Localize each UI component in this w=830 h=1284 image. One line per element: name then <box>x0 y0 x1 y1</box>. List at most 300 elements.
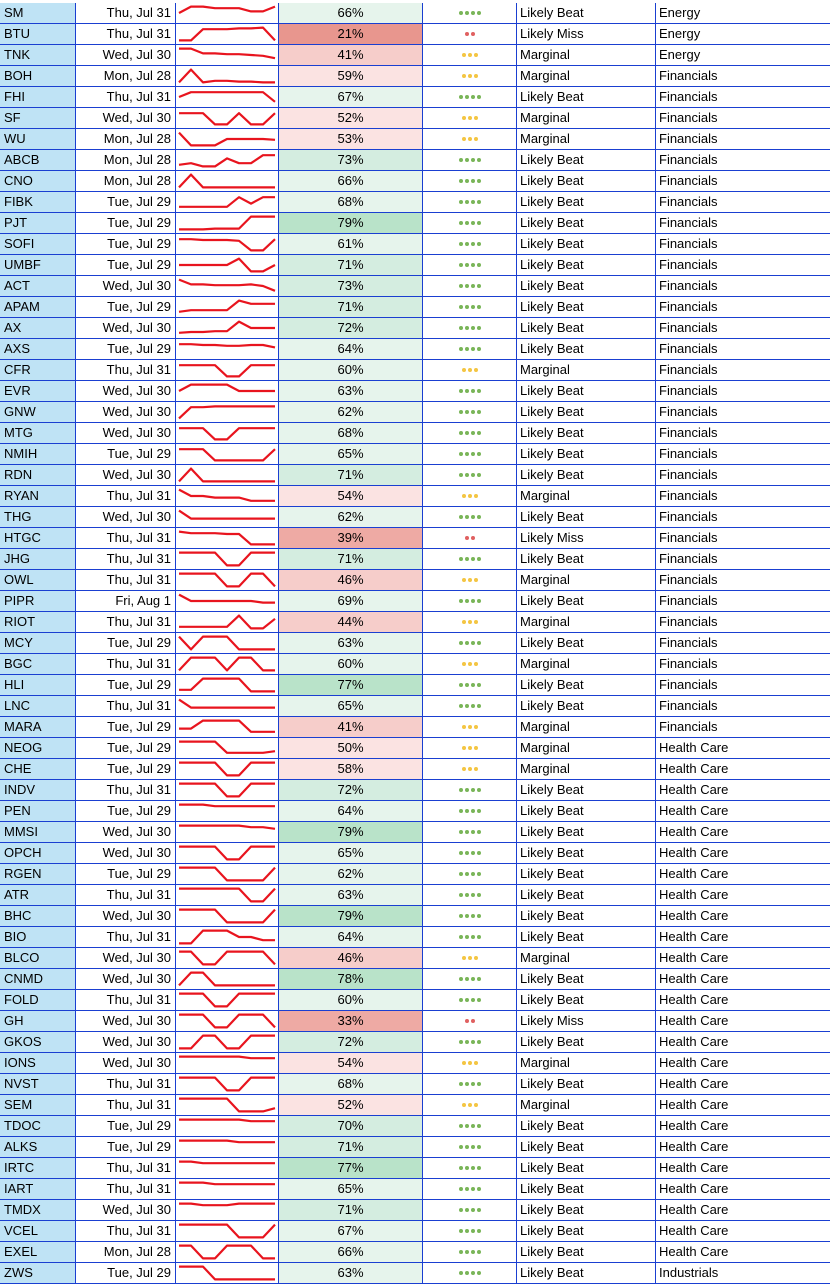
sector-cell[interactable]: Financials <box>656 129 830 150</box>
table-row[interactable] <box>0 87 830 108</box>
sector-cell[interactable]: Financials <box>656 528 830 549</box>
date-cell[interactable]: Tue, Jul 29 <box>76 192 176 213</box>
probability-cell[interactable]: 73% <box>279 150 423 171</box>
sparkline-cell[interactable] <box>176 486 279 507</box>
ticker-cell[interactable]: ALKS <box>0 1137 76 1158</box>
prediction-cell[interactable]: Marginal <box>517 45 656 66</box>
sparkline-cell[interactable] <box>176 864 279 885</box>
ticker-cell[interactable]: EVR <box>0 381 76 402</box>
probability-cell[interactable]: 54% <box>279 486 423 507</box>
sector-cell[interactable]: Health Care <box>656 843 830 864</box>
confidence-dots[interactable] <box>423 780 517 801</box>
sparkline-cell[interactable] <box>176 549 279 570</box>
confidence-dots[interactable] <box>423 948 517 969</box>
probability-cell[interactable]: 71% <box>279 549 423 570</box>
table-row[interactable] <box>0 759 830 780</box>
sector-cell[interactable]: Financials <box>656 234 830 255</box>
prediction-cell[interactable]: Marginal <box>517 1053 656 1074</box>
date-cell[interactable]: Thu, Jul 31 <box>76 1221 176 1242</box>
table-row[interactable] <box>0 171 830 192</box>
sparkline-cell[interactable] <box>176 1032 279 1053</box>
sector-cell[interactable]: Health Care <box>656 1179 830 1200</box>
sector-cell[interactable]: Financials <box>656 717 830 738</box>
confidence-dots[interactable] <box>423 1137 517 1158</box>
confidence-dots[interactable] <box>423 465 517 486</box>
date-cell[interactable]: Thu, Jul 31 <box>76 486 176 507</box>
table-row[interactable] <box>0 549 830 570</box>
ticker-cell[interactable]: SEM <box>0 1095 76 1116</box>
probability-cell[interactable]: 65% <box>279 843 423 864</box>
probability-cell[interactable]: 77% <box>279 675 423 696</box>
sparkline-cell[interactable] <box>176 843 279 864</box>
date-cell[interactable]: Mon, Jul 28 <box>76 171 176 192</box>
probability-cell[interactable]: 66% <box>279 3 423 24</box>
prediction-cell[interactable]: Likely Beat <box>517 1242 656 1263</box>
table-row[interactable] <box>0 1032 830 1053</box>
probability-cell[interactable]: 60% <box>279 990 423 1011</box>
prediction-cell[interactable]: Marginal <box>517 759 656 780</box>
confidence-dots[interactable] <box>423 444 517 465</box>
sector-cell[interactable]: Health Care <box>656 885 830 906</box>
prediction-cell[interactable]: Likely Beat <box>517 801 656 822</box>
prediction-cell[interactable]: Likely Beat <box>517 1221 656 1242</box>
table-row[interactable] <box>0 339 830 360</box>
table-row[interactable] <box>0 822 830 843</box>
confidence-dots[interactable] <box>423 822 517 843</box>
confidence-dots[interactable] <box>423 66 517 87</box>
date-cell[interactable]: Mon, Jul 28 <box>76 66 176 87</box>
ticker-cell[interactable]: APAM <box>0 297 76 318</box>
sector-cell[interactable]: Health Care <box>656 1116 830 1137</box>
probability-cell[interactable]: 58% <box>279 759 423 780</box>
sparkline-cell[interactable] <box>176 1137 279 1158</box>
table-row[interactable] <box>0 1053 830 1074</box>
sector-cell[interactable]: Financials <box>656 591 830 612</box>
probability-cell[interactable]: 65% <box>279 444 423 465</box>
sparkline-cell[interactable] <box>176 1011 279 1032</box>
confidence-dots[interactable] <box>423 570 517 591</box>
probability-cell[interactable]: 68% <box>279 192 423 213</box>
table-row[interactable] <box>0 234 830 255</box>
prediction-cell[interactable]: Marginal <box>517 948 656 969</box>
table-row[interactable] <box>0 1011 830 1032</box>
sector-cell[interactable]: Health Care <box>656 822 830 843</box>
prediction-cell[interactable]: Likely Beat <box>517 171 656 192</box>
ticker-cell[interactable]: MMSI <box>0 822 76 843</box>
date-cell[interactable]: Tue, Jul 29 <box>76 759 176 780</box>
table-row[interactable] <box>0 1095 830 1116</box>
sector-cell[interactable]: Financials <box>656 192 830 213</box>
confidence-dots[interactable] <box>423 255 517 276</box>
ticker-cell[interactable]: WU <box>0 129 76 150</box>
table-row[interactable] <box>0 1200 830 1221</box>
date-cell[interactable]: Thu, Jul 31 <box>76 87 176 108</box>
date-cell[interactable]: Wed, Jul 30 <box>76 969 176 990</box>
sparkline-cell[interactable] <box>176 1116 279 1137</box>
date-cell[interactable]: Wed, Jul 30 <box>76 276 176 297</box>
ticker-cell[interactable]: OPCH <box>0 843 76 864</box>
prediction-cell[interactable]: Marginal <box>517 129 656 150</box>
prediction-cell[interactable]: Likely Beat <box>517 1200 656 1221</box>
prediction-cell[interactable]: Marginal <box>517 738 656 759</box>
date-cell[interactable]: Tue, Jul 29 <box>76 444 176 465</box>
sector-cell[interactable]: Health Care <box>656 1242 830 1263</box>
table-row[interactable] <box>0 591 830 612</box>
confidence-dots[interactable] <box>423 591 517 612</box>
table-row[interactable] <box>0 255 830 276</box>
confidence-dots[interactable] <box>423 528 517 549</box>
probability-cell[interactable]: 77% <box>279 1158 423 1179</box>
probability-cell[interactable]: 54% <box>279 1053 423 1074</box>
ticker-cell[interactable]: TDOC <box>0 1116 76 1137</box>
confidence-dots[interactable] <box>423 675 517 696</box>
table-row[interactable] <box>0 1137 830 1158</box>
sparkline-cell[interactable] <box>176 906 279 927</box>
probability-cell[interactable]: 78% <box>279 969 423 990</box>
sparkline-cell[interactable] <box>176 1221 279 1242</box>
probability-cell[interactable]: 60% <box>279 360 423 381</box>
probability-cell[interactable]: 63% <box>279 381 423 402</box>
probability-cell[interactable]: 62% <box>279 507 423 528</box>
probability-cell[interactable]: 73% <box>279 276 423 297</box>
sector-cell[interactable]: Health Care <box>656 738 830 759</box>
table-row[interactable] <box>0 3 830 24</box>
table-row[interactable] <box>0 45 830 66</box>
date-cell[interactable]: Wed, Jul 30 <box>76 465 176 486</box>
date-cell[interactable]: Wed, Jul 30 <box>76 402 176 423</box>
prediction-cell[interactable]: Likely Beat <box>517 1116 656 1137</box>
confidence-dots[interactable] <box>423 402 517 423</box>
sector-cell[interactable]: Health Care <box>656 1032 830 1053</box>
probability-cell[interactable]: 64% <box>279 927 423 948</box>
sparkline-cell[interactable] <box>176 885 279 906</box>
sparkline-cell[interactable] <box>176 654 279 675</box>
probability-cell[interactable]: 59% <box>279 66 423 87</box>
sparkline-cell[interactable] <box>176 1179 279 1200</box>
confidence-dots[interactable] <box>423 150 517 171</box>
probability-cell[interactable]: 66% <box>279 1242 423 1263</box>
prediction-cell[interactable]: Marginal <box>517 654 656 675</box>
sector-cell[interactable]: Health Care <box>656 969 830 990</box>
table-row[interactable] <box>0 507 830 528</box>
date-cell[interactable]: Thu, Jul 31 <box>76 549 176 570</box>
table-row[interactable] <box>0 192 830 213</box>
sector-cell[interactable]: Financials <box>656 633 830 654</box>
sector-cell[interactable]: Health Care <box>656 780 830 801</box>
prediction-cell[interactable]: Likely Beat <box>517 990 656 1011</box>
sector-cell[interactable]: Financials <box>656 423 830 444</box>
probability-cell[interactable]: 68% <box>279 1074 423 1095</box>
probability-cell[interactable]: 52% <box>279 108 423 129</box>
sparkline-cell[interactable] <box>176 780 279 801</box>
date-cell[interactable]: Wed, Jul 30 <box>76 1200 176 1221</box>
prediction-cell[interactable]: Likely Miss <box>517 1011 656 1032</box>
sector-cell[interactable]: Health Care <box>656 864 830 885</box>
sparkline-cell[interactable] <box>176 948 279 969</box>
ticker-cell[interactable]: LNC <box>0 696 76 717</box>
sparkline-cell[interactable] <box>176 192 279 213</box>
confidence-dots[interactable] <box>423 381 517 402</box>
ticker-cell[interactable]: ZWS <box>0 1263 76 1284</box>
ticker-cell[interactable]: SF <box>0 108 76 129</box>
sparkline-cell[interactable] <box>176 969 279 990</box>
prediction-cell[interactable]: Likely Beat <box>517 507 656 528</box>
ticker-cell[interactable]: MARA <box>0 717 76 738</box>
sector-cell[interactable]: Health Care <box>656 1200 830 1221</box>
sparkline-cell[interactable] <box>176 45 279 66</box>
ticker-cell[interactable]: PIPR <box>0 591 76 612</box>
sector-cell[interactable]: Health Care <box>656 801 830 822</box>
date-cell[interactable]: Tue, Jul 29 <box>76 255 176 276</box>
sparkline-cell[interactable] <box>176 1200 279 1221</box>
sector-cell[interactable]: Energy <box>656 24 830 45</box>
ticker-cell[interactable]: SOFI <box>0 234 76 255</box>
prediction-cell[interactable]: Likely Beat <box>517 213 656 234</box>
sparkline-cell[interactable] <box>176 465 279 486</box>
ticker-cell[interactable]: BIO <box>0 927 76 948</box>
ticker-cell[interactable]: FIBK <box>0 192 76 213</box>
ticker-cell[interactable]: OWL <box>0 570 76 591</box>
confidence-dots[interactable] <box>423 87 517 108</box>
prediction-cell[interactable]: Marginal <box>517 486 656 507</box>
date-cell[interactable]: Wed, Jul 30 <box>76 1053 176 1074</box>
table-row[interactable] <box>0 318 830 339</box>
table-row[interactable] <box>0 612 830 633</box>
prediction-cell[interactable]: Likely Beat <box>517 843 656 864</box>
ticker-cell[interactable]: IART <box>0 1179 76 1200</box>
table-row[interactable] <box>0 864 830 885</box>
confidence-dots[interactable] <box>423 339 517 360</box>
ticker-cell[interactable]: FHI <box>0 87 76 108</box>
ticker-cell[interactable]: ABCB <box>0 150 76 171</box>
table-row[interactable] <box>0 276 830 297</box>
confidence-dots[interactable] <box>423 171 517 192</box>
date-cell[interactable]: Tue, Jul 29 <box>76 633 176 654</box>
ticker-cell[interactable]: FOLD <box>0 990 76 1011</box>
date-cell[interactable]: Tue, Jul 29 <box>76 213 176 234</box>
table-row[interactable] <box>0 402 830 423</box>
sector-cell[interactable]: Financials <box>656 66 830 87</box>
date-cell[interactable]: Thu, Jul 31 <box>76 654 176 675</box>
ticker-cell[interactable]: BGC <box>0 654 76 675</box>
ticker-cell[interactable]: MTG <box>0 423 76 444</box>
sparkline-cell[interactable] <box>176 738 279 759</box>
table-row[interactable] <box>0 654 830 675</box>
confidence-dots[interactable] <box>423 1221 517 1242</box>
date-cell[interactable]: Thu, Jul 31 <box>76 1158 176 1179</box>
date-cell[interactable]: Wed, Jul 30 <box>76 381 176 402</box>
sparkline-cell[interactable] <box>176 276 279 297</box>
date-cell[interactable]: Mon, Jul 28 <box>76 150 176 171</box>
confidence-dots[interactable] <box>423 318 517 339</box>
date-cell[interactable]: Tue, Jul 29 <box>76 297 176 318</box>
sparkline-cell[interactable] <box>176 1263 279 1284</box>
probability-cell[interactable]: 71% <box>279 1200 423 1221</box>
confidence-dots[interactable] <box>423 423 517 444</box>
sparkline-cell[interactable] <box>176 1074 279 1095</box>
sector-cell[interactable]: Health Care <box>656 1158 830 1179</box>
probability-cell[interactable]: 62% <box>279 864 423 885</box>
ticker-cell[interactable]: AXS <box>0 339 76 360</box>
prediction-cell[interactable]: Likely Beat <box>517 675 656 696</box>
sector-cell[interactable]: Energy <box>656 45 830 66</box>
confidence-dots[interactable] <box>423 717 517 738</box>
prediction-cell[interactable]: Likely Beat <box>517 150 656 171</box>
confidence-dots[interactable] <box>423 507 517 528</box>
confidence-dots[interactable] <box>423 45 517 66</box>
confidence-dots[interactable] <box>423 801 517 822</box>
table-row[interactable] <box>0 906 830 927</box>
confidence-dots[interactable] <box>423 612 517 633</box>
probability-cell[interactable]: 64% <box>279 801 423 822</box>
sector-cell[interactable]: Financials <box>656 171 830 192</box>
sparkline-cell[interactable] <box>176 360 279 381</box>
sparkline-cell[interactable] <box>176 675 279 696</box>
confidence-dots[interactable] <box>423 1158 517 1179</box>
probability-cell[interactable]: 21% <box>279 24 423 45</box>
probability-cell[interactable]: 67% <box>279 1221 423 1242</box>
confidence-dots[interactable] <box>423 864 517 885</box>
prediction-cell[interactable]: Marginal <box>517 360 656 381</box>
sector-cell[interactable]: Health Care <box>656 906 830 927</box>
prediction-cell[interactable]: Likely Beat <box>517 297 656 318</box>
prediction-cell[interactable]: Marginal <box>517 1095 656 1116</box>
ticker-cell[interactable]: BHC <box>0 906 76 927</box>
sector-cell[interactable]: Financials <box>656 381 830 402</box>
prediction-cell[interactable]: Likely Beat <box>517 780 656 801</box>
date-cell[interactable]: Fri, Aug 1 <box>76 591 176 612</box>
prediction-cell[interactable]: Likely Beat <box>517 885 656 906</box>
prediction-cell[interactable]: Likely Beat <box>517 444 656 465</box>
date-cell[interactable]: Wed, Jul 30 <box>76 1032 176 1053</box>
probability-cell[interactable]: 63% <box>279 885 423 906</box>
sparkline-cell[interactable] <box>176 171 279 192</box>
sector-cell[interactable]: Financials <box>656 696 830 717</box>
sparkline-cell[interactable] <box>176 570 279 591</box>
probability-cell[interactable]: 53% <box>279 129 423 150</box>
date-cell[interactable]: Tue, Jul 29 <box>76 1137 176 1158</box>
confidence-dots[interactable] <box>423 885 517 906</box>
date-cell[interactable]: Tue, Jul 29 <box>76 234 176 255</box>
sparkline-cell[interactable] <box>176 213 279 234</box>
sector-cell[interactable]: Health Care <box>656 1221 830 1242</box>
probability-cell[interactable]: 63% <box>279 1263 423 1284</box>
confidence-dots[interactable] <box>423 1074 517 1095</box>
table-row[interactable] <box>0 528 830 549</box>
prediction-cell[interactable]: Marginal <box>517 66 656 87</box>
confidence-dots[interactable] <box>423 1032 517 1053</box>
sparkline-cell[interactable] <box>176 255 279 276</box>
prediction-cell[interactable]: Likely Beat <box>517 423 656 444</box>
table-row[interactable] <box>0 717 830 738</box>
date-cell[interactable]: Tue, Jul 29 <box>76 864 176 885</box>
ticker-cell[interactable]: BOH <box>0 66 76 87</box>
sparkline-cell[interactable] <box>176 24 279 45</box>
sparkline-cell[interactable] <box>176 444 279 465</box>
probability-cell[interactable]: 44% <box>279 612 423 633</box>
prediction-cell[interactable]: Likely Beat <box>517 1137 656 1158</box>
sector-cell[interactable]: Energy <box>656 3 830 24</box>
sparkline-cell[interactable] <box>176 927 279 948</box>
prediction-cell[interactable]: Marginal <box>517 612 656 633</box>
sparkline-cell[interactable] <box>176 129 279 150</box>
date-cell[interactable]: Tue, Jul 29 <box>76 675 176 696</box>
sparkline-cell[interactable] <box>176 108 279 129</box>
ticker-cell[interactable]: CNO <box>0 171 76 192</box>
confidence-dots[interactable] <box>423 990 517 1011</box>
probability-cell[interactable]: 71% <box>279 465 423 486</box>
ticker-cell[interactable]: PEN <box>0 801 76 822</box>
prediction-cell[interactable]: Likely Beat <box>517 1158 656 1179</box>
date-cell[interactable]: Tue, Jul 29 <box>76 339 176 360</box>
ticker-cell[interactable]: IRTC <box>0 1158 76 1179</box>
table-row[interactable] <box>0 360 830 381</box>
probability-cell[interactable]: 63% <box>279 633 423 654</box>
confidence-dots[interactable] <box>423 213 517 234</box>
table-row[interactable] <box>0 1242 830 1263</box>
prediction-cell[interactable]: Marginal <box>517 108 656 129</box>
probability-cell[interactable]: 71% <box>279 297 423 318</box>
confidence-dots[interactable] <box>423 3 517 24</box>
sparkline-cell[interactable] <box>176 318 279 339</box>
probability-cell[interactable]: 72% <box>279 780 423 801</box>
date-cell[interactable]: Wed, Jul 30 <box>76 948 176 969</box>
sector-cell[interactable]: Financials <box>656 612 830 633</box>
ticker-cell[interactable]: NEOG <box>0 738 76 759</box>
date-cell[interactable]: Thu, Jul 31 <box>76 360 176 381</box>
date-cell[interactable]: Wed, Jul 30 <box>76 507 176 528</box>
prediction-cell[interactable]: Likely Miss <box>517 24 656 45</box>
table-row[interactable] <box>0 465 830 486</box>
date-cell[interactable]: Thu, Jul 31 <box>76 927 176 948</box>
date-cell[interactable]: Wed, Jul 30 <box>76 843 176 864</box>
table-row[interactable] <box>0 297 830 318</box>
table-row[interactable] <box>0 570 830 591</box>
table-row[interactable] <box>0 1263 830 1284</box>
date-cell[interactable]: Tue, Jul 29 <box>76 717 176 738</box>
table-row[interactable] <box>0 129 830 150</box>
confidence-dots[interactable] <box>423 108 517 129</box>
probability-cell[interactable]: 62% <box>279 402 423 423</box>
table-row[interactable] <box>0 1074 830 1095</box>
confidence-dots[interactable] <box>423 759 517 780</box>
date-cell[interactable]: Thu, Jul 31 <box>76 696 176 717</box>
ticker-cell[interactable]: GKOS <box>0 1032 76 1053</box>
prediction-cell[interactable]: Likely Miss <box>517 528 656 549</box>
sparkline-cell[interactable] <box>176 591 279 612</box>
sparkline-cell[interactable] <box>176 717 279 738</box>
sparkline-cell[interactable] <box>176 1053 279 1074</box>
ticker-cell[interactable]: RGEN <box>0 864 76 885</box>
prediction-cell[interactable]: Likely Beat <box>517 1263 656 1284</box>
sector-cell[interactable]: Financials <box>656 402 830 423</box>
table-row[interactable] <box>0 1116 830 1137</box>
sector-cell[interactable]: Financials <box>656 465 830 486</box>
sector-cell[interactable]: Financials <box>656 507 830 528</box>
table-row[interactable] <box>0 633 830 654</box>
date-cell[interactable]: Thu, Jul 31 <box>76 1179 176 1200</box>
table-row[interactable] <box>0 1179 830 1200</box>
date-cell[interactable]: Thu, Jul 31 <box>76 3 176 24</box>
confidence-dots[interactable] <box>423 1011 517 1032</box>
date-cell[interactable]: Tue, Jul 29 <box>76 738 176 759</box>
table-row[interactable] <box>0 990 830 1011</box>
ticker-cell[interactable]: NMIH <box>0 444 76 465</box>
prediction-cell[interactable]: Likely Beat <box>517 255 656 276</box>
probability-cell[interactable]: 79% <box>279 822 423 843</box>
sector-cell[interactable]: Financials <box>656 675 830 696</box>
ticker-cell[interactable]: EXEL <box>0 1242 76 1263</box>
